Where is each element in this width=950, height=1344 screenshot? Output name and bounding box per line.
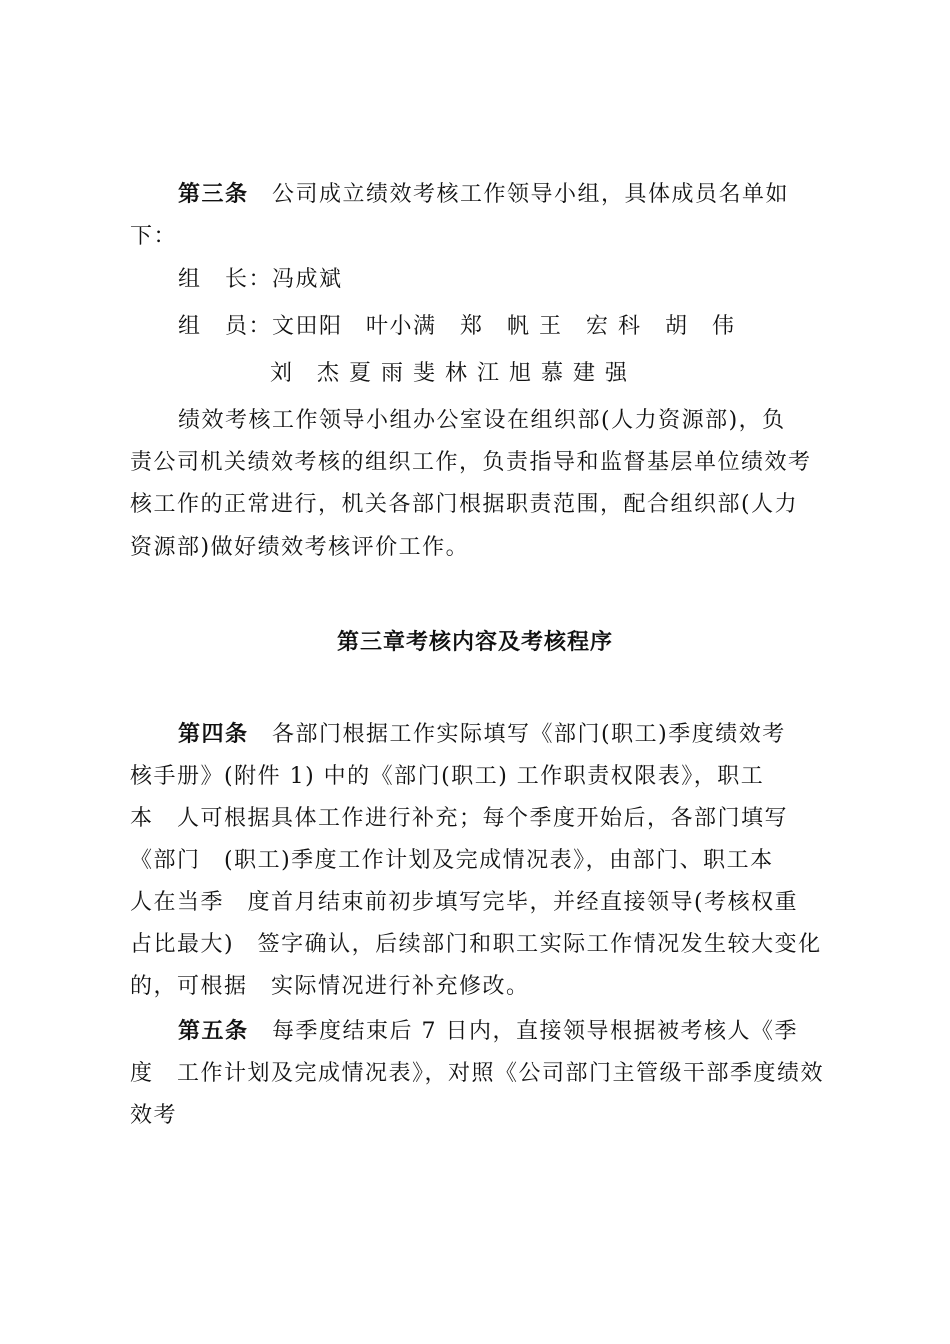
members-label: 组 员： [178,314,273,339]
article-5-first-line [178,1017,798,1047]
article-4-text: 核手册》(附件 1) 中的《部门(职工) 工作职责权限表》，职工 [130,764,765,789]
article-4-text: 占比最大) 签字确认，后续部门和职工实际工作情况发生较大变化 [130,932,822,957]
article-3-text-line2: 下： [130,224,178,249]
article-4-title: 第四条 [178,722,249,747]
article-5-text: 每季度结束后 7 日内，直接领导根据被考核人《季 [272,1019,799,1044]
members-line2: 刘 杰 夏 雨 斐 林 江 旭 慕 建 强 [270,361,629,386]
article-4-first-line [178,720,786,750]
article-5-title: 第五条 [178,1019,249,1044]
office-line: 核工作的正常进行，机关各部门根据职责范围，配合组织部(人力 [130,492,799,517]
article-4-text: 《部门 (职工)季度工作计划及完成情况表》，由部门、职工本 [130,848,774,873]
chapter-heading: 第三章考核内容及考核程序 [336,630,613,655]
leader-row [178,265,343,295]
article-3-first-line [178,180,789,210]
article-4-text: 本 人可根据具体工作进行补充；每个季度开始后，各部门填写 [130,806,789,831]
article-3-text-line1: 公司成立绩效考核工作领导小组，具体成员名单如 [272,182,790,207]
members-row [178,312,736,342]
office-line: 资源部)做好绩效考核评价工作。 [130,535,470,560]
article-4-text: 人在当季 度首月结束前初步填写完毕，并经直接领导(考核权重 [130,890,799,915]
article-5-text: 度 工作计划及完成情况表》，对照《公司部门主管级干部季度绩效 [130,1061,825,1086]
office-line: 绩效考核工作领导小组办公室设在组织部(人力资源部)，负 [178,408,786,433]
members-line1: 文田阳 叶小满 郑 帆 王 宏 科 胡 伟 [272,314,736,339]
article-4-text: 各部门根据工作实际填写《部门(职工)季度绩效考 [272,722,786,747]
office-line: 责公司机关绩效考核的组织工作，负责指导和监督基层单位绩效考 [130,450,812,475]
article-3-title: 第三条 [178,182,249,207]
article-4-text: 的，可根据 实际情况进行补充修改。 [130,974,530,999]
leader-label: 组 长： [178,267,273,292]
article-5-text: 效考 [130,1103,178,1128]
leader-name: 冯成斌 [272,267,343,292]
